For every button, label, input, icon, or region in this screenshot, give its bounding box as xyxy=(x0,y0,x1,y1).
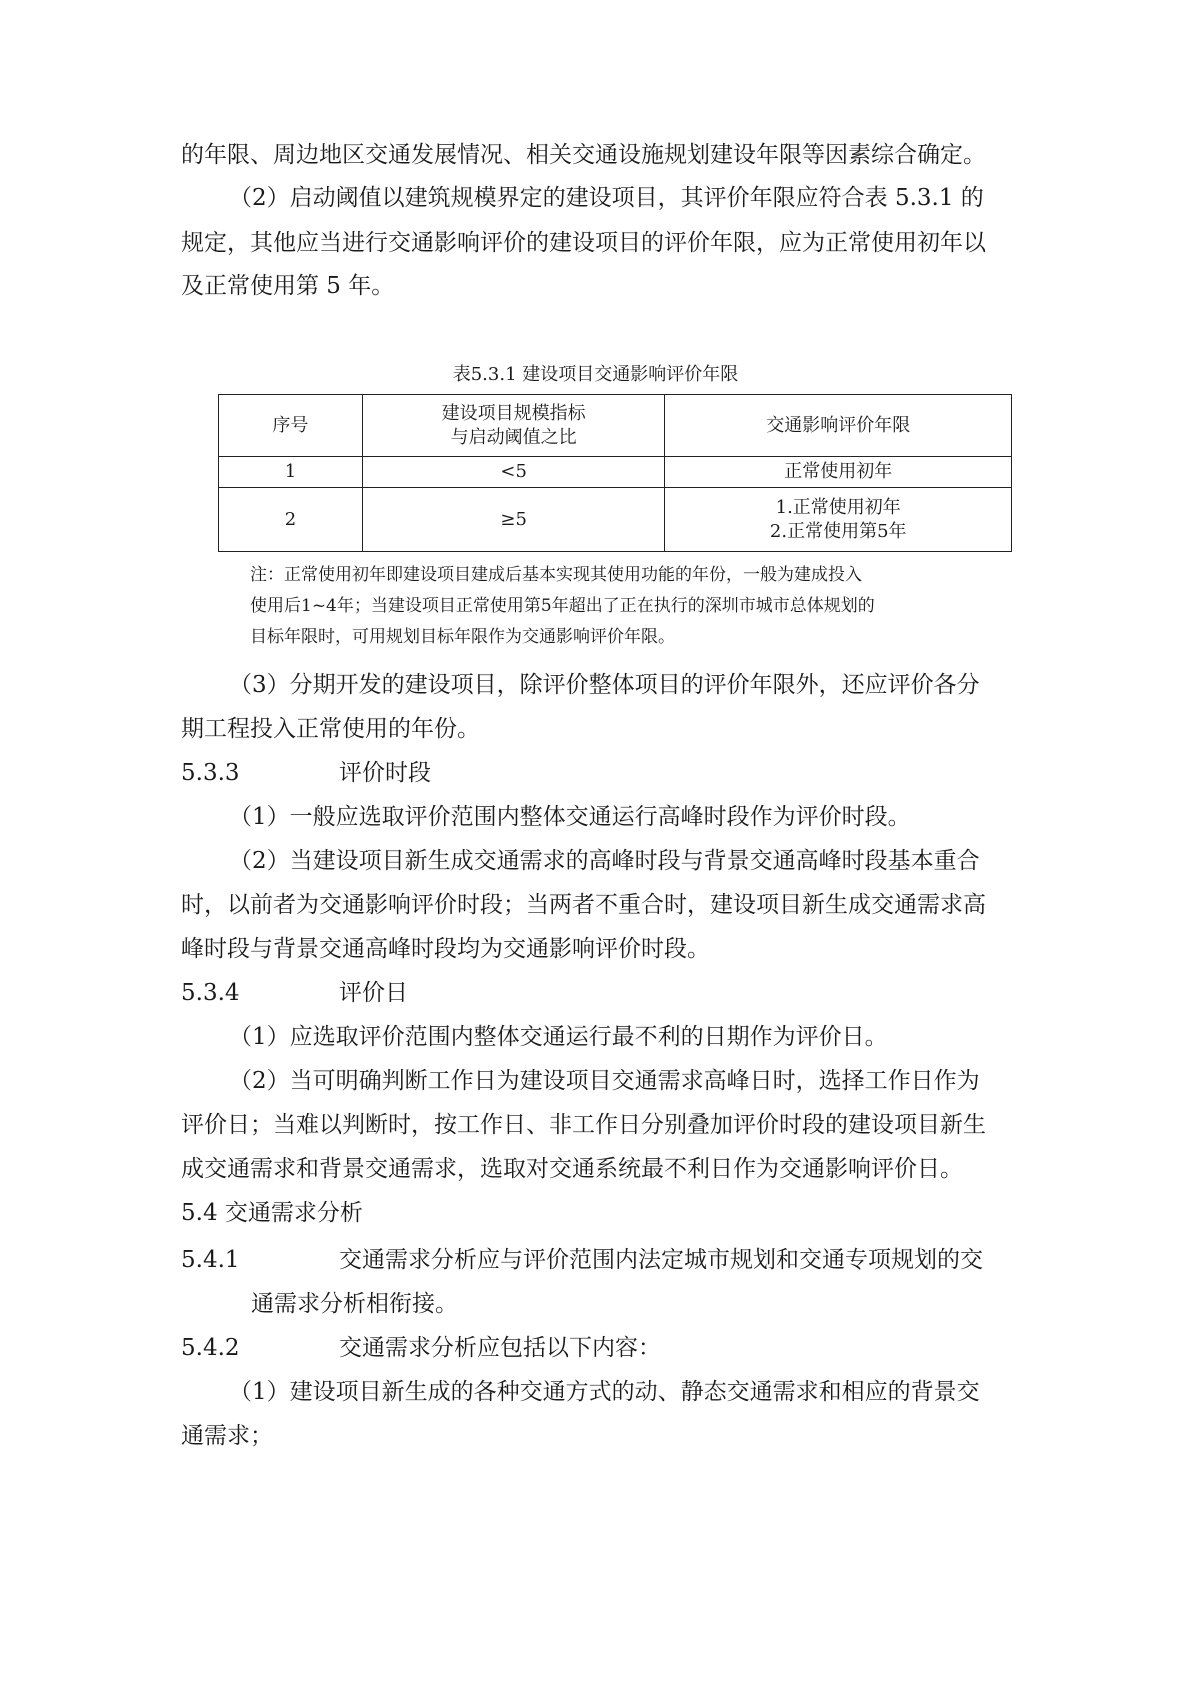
header-cell-no: 序号 xyxy=(219,395,363,457)
paragraph-line: 的年限、周边地区交通发展情况、相关交通设施规划建设年限等因素综合确定。 xyxy=(181,142,986,168)
section-title: 评价时段 xyxy=(339,760,431,786)
header-ratio-line2: 与启动阈值之比 xyxy=(450,426,577,448)
cell-years-line2: 2.正常使用第5年 xyxy=(769,520,907,542)
section-title: 交通需求分析应包括以下内容： xyxy=(339,1335,661,1361)
table-note-line: 使用后1~4年；当建设项目正常使用第5年超出了正在执行的深圳市城市总体规划的 xyxy=(250,596,875,616)
evaluation-years-table xyxy=(218,394,1012,552)
cell-no: 1 xyxy=(219,457,363,488)
paragraph-line: 时，以前者为交通影响评价时段；当两者不重合时，建设项目新生成交通需求高 xyxy=(181,892,986,918)
paragraph-line: （1）建设项目新生成的各种交通方式的动、静态交通需求和相应的背景交 xyxy=(229,1379,980,1405)
paragraph-line: （2）当可明确判断工作日为建设项目交通需求高峰日时，选择工作日作为 xyxy=(229,1068,980,1094)
table-header-row xyxy=(219,395,1012,457)
cell-years: 正常使用初年 xyxy=(665,457,1012,488)
cell-ratio: ≥5 xyxy=(362,488,665,552)
section-title: 交通需求分析应与评价范围内法定城市规划和交通专项规划的交 xyxy=(339,1247,983,1273)
paragraph-line: 评价日；当难以判断时，按工作日、非工作日分别叠加评价时段的建设项目新生 xyxy=(181,1112,986,1138)
section-number: 5.3.4 xyxy=(181,980,240,1006)
paragraph-line: 及正常使用第 5 年。 xyxy=(181,273,395,299)
paragraph-line: （1）一般应选取评价范围内整体交通运行高峰时段作为评价时段。 xyxy=(229,804,911,830)
paragraph-line: （2）启动阈值以建筑规模界定的建设项目，其评价年限应符合表 5.3.1 的 xyxy=(229,185,984,211)
header-cell-ratio xyxy=(362,395,665,457)
header-cell-years: 交通影响评价年限 xyxy=(665,395,1012,457)
header-ratio-line1: 建设项目规模指标 xyxy=(441,402,586,424)
section-number: 5.4.2 xyxy=(181,1335,240,1361)
section-title: 评价日 xyxy=(339,980,408,1006)
paragraph-line: 通需求； xyxy=(181,1423,273,1449)
cell-years-line1: 1.正常使用初年 xyxy=(775,496,901,518)
section-number: 5.3.3 xyxy=(181,760,240,786)
paragraph-line: 期工程投入正常使用的年份。 xyxy=(181,716,480,742)
paragraph-line: 成交通需求和背景交通需求，选取对交通系统最不利日作为交通影响评价日。 xyxy=(181,1156,963,1182)
section-number: 5.4.1 xyxy=(181,1247,240,1273)
table-note-line: 目标年限时，可用规划目标年限作为交通影响评价年限。 xyxy=(250,627,675,647)
paragraph-line: （1）应选取评价范围内整体交通运行最不利的日期作为评价日。 xyxy=(229,1024,888,1050)
paragraph-line: （3）分期开发的建设项目，除评价整体项目的评价年限外，还应评价各分 xyxy=(229,672,980,698)
table-row xyxy=(219,457,1012,488)
cell-years xyxy=(665,488,1012,552)
cell-ratio: <5 xyxy=(362,457,665,488)
paragraph-line: 规定，其他应当进行交通影响评价的建设项目的评价年限，应为正常使用初年以 xyxy=(181,230,986,256)
paragraph-line: 峰时段与背景交通高峰时段均为交通影响评价时段。 xyxy=(181,936,710,962)
table-row xyxy=(219,488,1012,552)
cell-no: 2 xyxy=(219,488,363,552)
table-caption: 表5.3.1 建设项目交通影响评价年限 xyxy=(452,364,739,385)
section-heading: 5.4 交通需求分析 xyxy=(181,1200,363,1226)
table-note-line: 注：正常使用初年即建设项目建成后基本实现其使用功能的年份，一般为建成投入 xyxy=(250,565,862,585)
paragraph-line: （2）当建设项目新生成交通需求的高峰时段与背景交通高峰时段基本重合 xyxy=(229,848,980,874)
paragraph-line: 通需求分析相衔接。 xyxy=(251,1291,458,1317)
